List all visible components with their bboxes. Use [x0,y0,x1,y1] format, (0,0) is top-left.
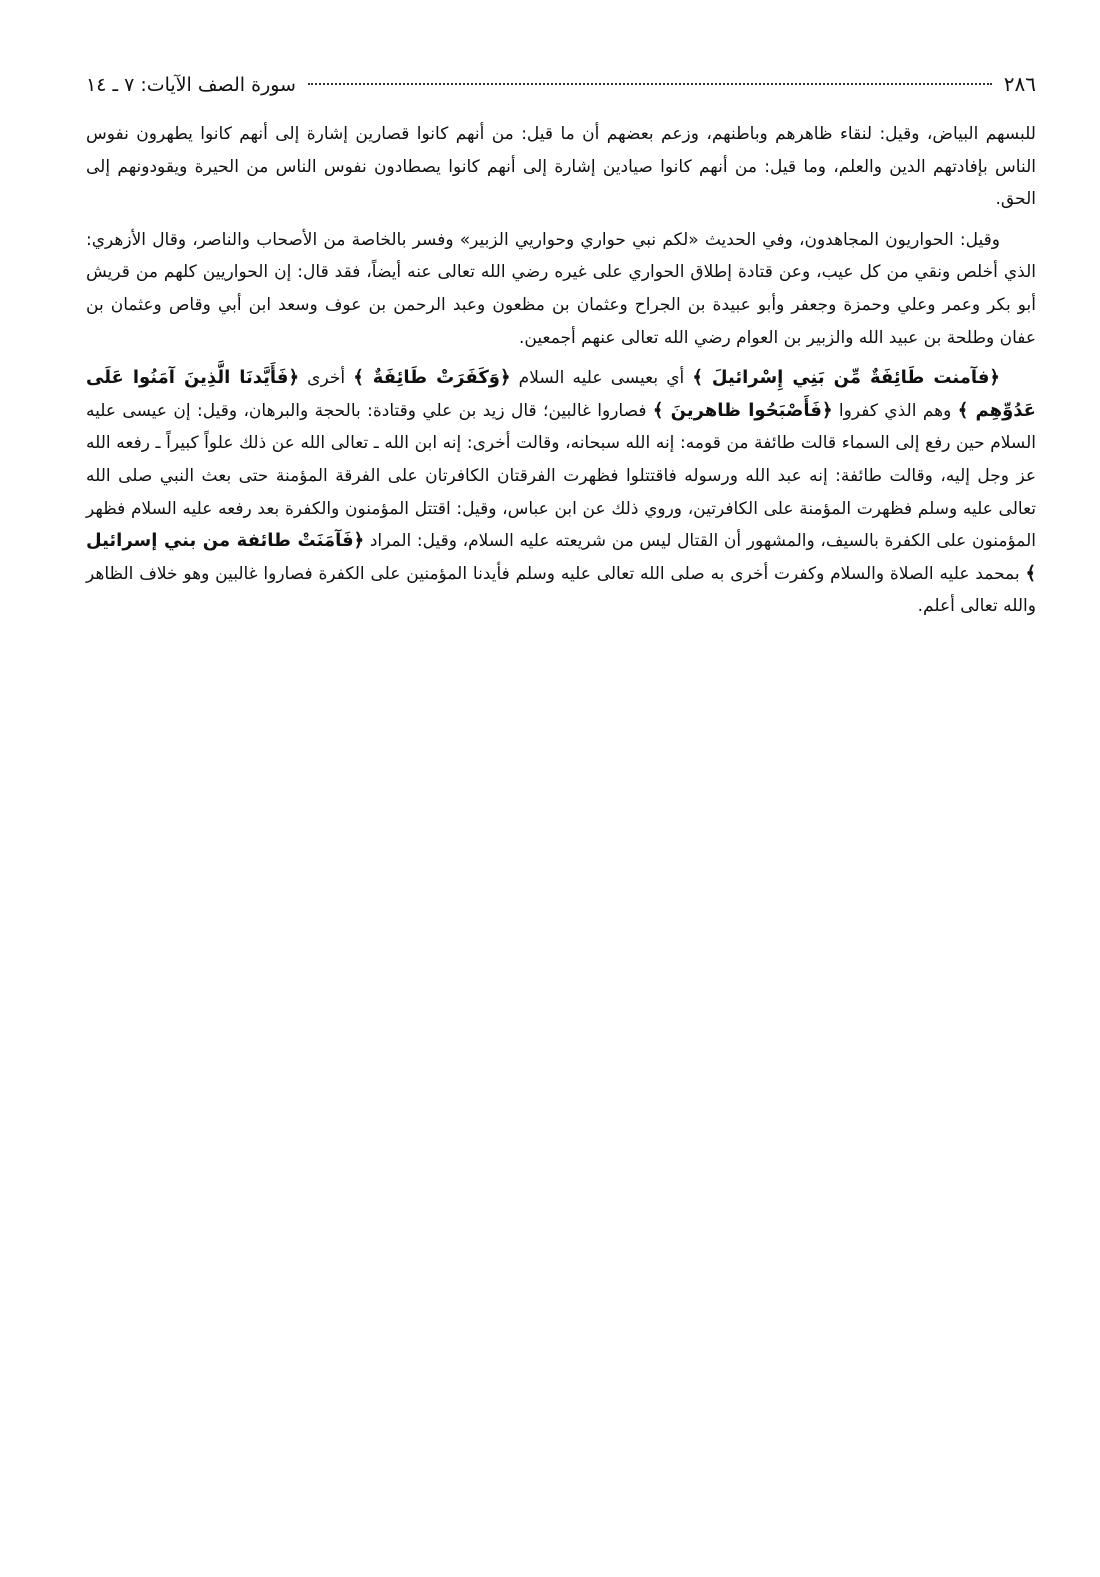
quran-verse: ﴿فَآمَنَتْ طائفة من بني إسرائيل ﴾ [86,530,1036,584]
text-segment: أخرى [299,368,354,389]
paragraph [86,362,1036,623]
page-number: ٢٨٦ [1003,72,1036,96]
running-header [86,70,1036,100]
dotted-leader [308,83,992,85]
paragraph [86,118,1036,216]
paragraph [86,224,1036,354]
text-segment: بمحمد عليه الصلاة والسلام وكفرت أخرى به صلى الله تعالى عليه وسلم فأيدنا المؤمنين على الكفرة فصاروا غالبين وهو خلاف الظاهر والله تعالى أعلم. [86,563,1036,617]
text-segment: وقيل: الحواريون المجاهدون، وفي الحديث «لكم نبي حواري وحواريي الزبير» وفسر بالخاصة من الأصحاب والناصر، وقال الأزهري: الذي أخلص ونقي من كل عيب، وعن قتادة إطلاق الحواري على غيره رضي الله تعالى عنه أيضاً، فقد قال: إن الحواريين كلهم من قريش أبو بكر وعمر وعلي وحمزة وجعفر وأبو عبيدة بن الجراح وعثمان بن مظعون وعبد الرحمن بن عوف وسعد ابن أبي وقاص وعثمان بن عفان وطلحة بن عبيد الله والزبير بن العوام رضي الله تعالى عنهم أجمعين. [86,229,1036,348]
quran-verse: ﴿فَأَيَّدنَا الَّذِينَ آمَنُوا عَلَى عَدُوِّهِم ﴾ [86,367,1036,421]
quran-verse: ﴿وَكَفَرَتْ طَائِفَةٌ ﴾ [353,367,511,389]
document-page [86,70,1036,631]
quran-verse: ﴿فآمنت طَائِفَةٌ مِّن بَنِي إِسْرائيلَ ﴾ [692,367,1000,389]
header-title: سورة الصف الآيات: ٧ ـ ١٤ [86,74,296,96]
quran-verse: ﴿فَأَصْبَحُوا ظاهرينَ ﴾ [652,399,833,421]
text-segment: فصاروا غالبين؛ قال زيد بن علي وقتادة: بالحجة والبرهان، وقيل: إن عيسى عليه السلام حين رفع إلى السماء قالت طائفة من قومه: إنه الله سبحانه، وقالت أخرى: إنه ابن الله ـ تعالى الله عن ذلك علواً كبيراً ـ رفعه الله عز وجل إليه، وقالت طائفة: إنه عبد الله ورسوله فاقتتلوا فظهرت الفرقتان الكافرتان على الفرقة المؤمنة حتى بعث النبي صلى الله تعالى عليه وسلم فظهرت المؤمنة على الكافرتين، وروي ذلك عن ابن عباس، وقيل: اقتتل المؤمنون والكفرة بعد رفعه عليه السلام فظهر المؤمنون على الكفرة بالسيف، والمشهور أن القتال ليس من شريعته عليه السلام، وقيل: المراد [86,400,1036,552]
body-text [86,118,1036,623]
text-segment: أي بعيسى عليه السلام [510,368,693,389]
text-segment: للبسهم البياض، وقيل: لنقاء ظاهرهم وباطنهم، وزعم بعضهم أن ما قيل: من أنهم كانوا قصارين إشارة إلى أنهم كانوا يطهرون نفوس الناس بإفادتهم الدين والعلم، وما قيل: من أنهم كانوا صيادين إشارة إلى أنهم كانوا يصطادون نفوس الناس من الحيرة ويقودونهم إلى الحق. [86,124,1036,210]
text-segment: وهم الذي كفروا [832,400,958,421]
